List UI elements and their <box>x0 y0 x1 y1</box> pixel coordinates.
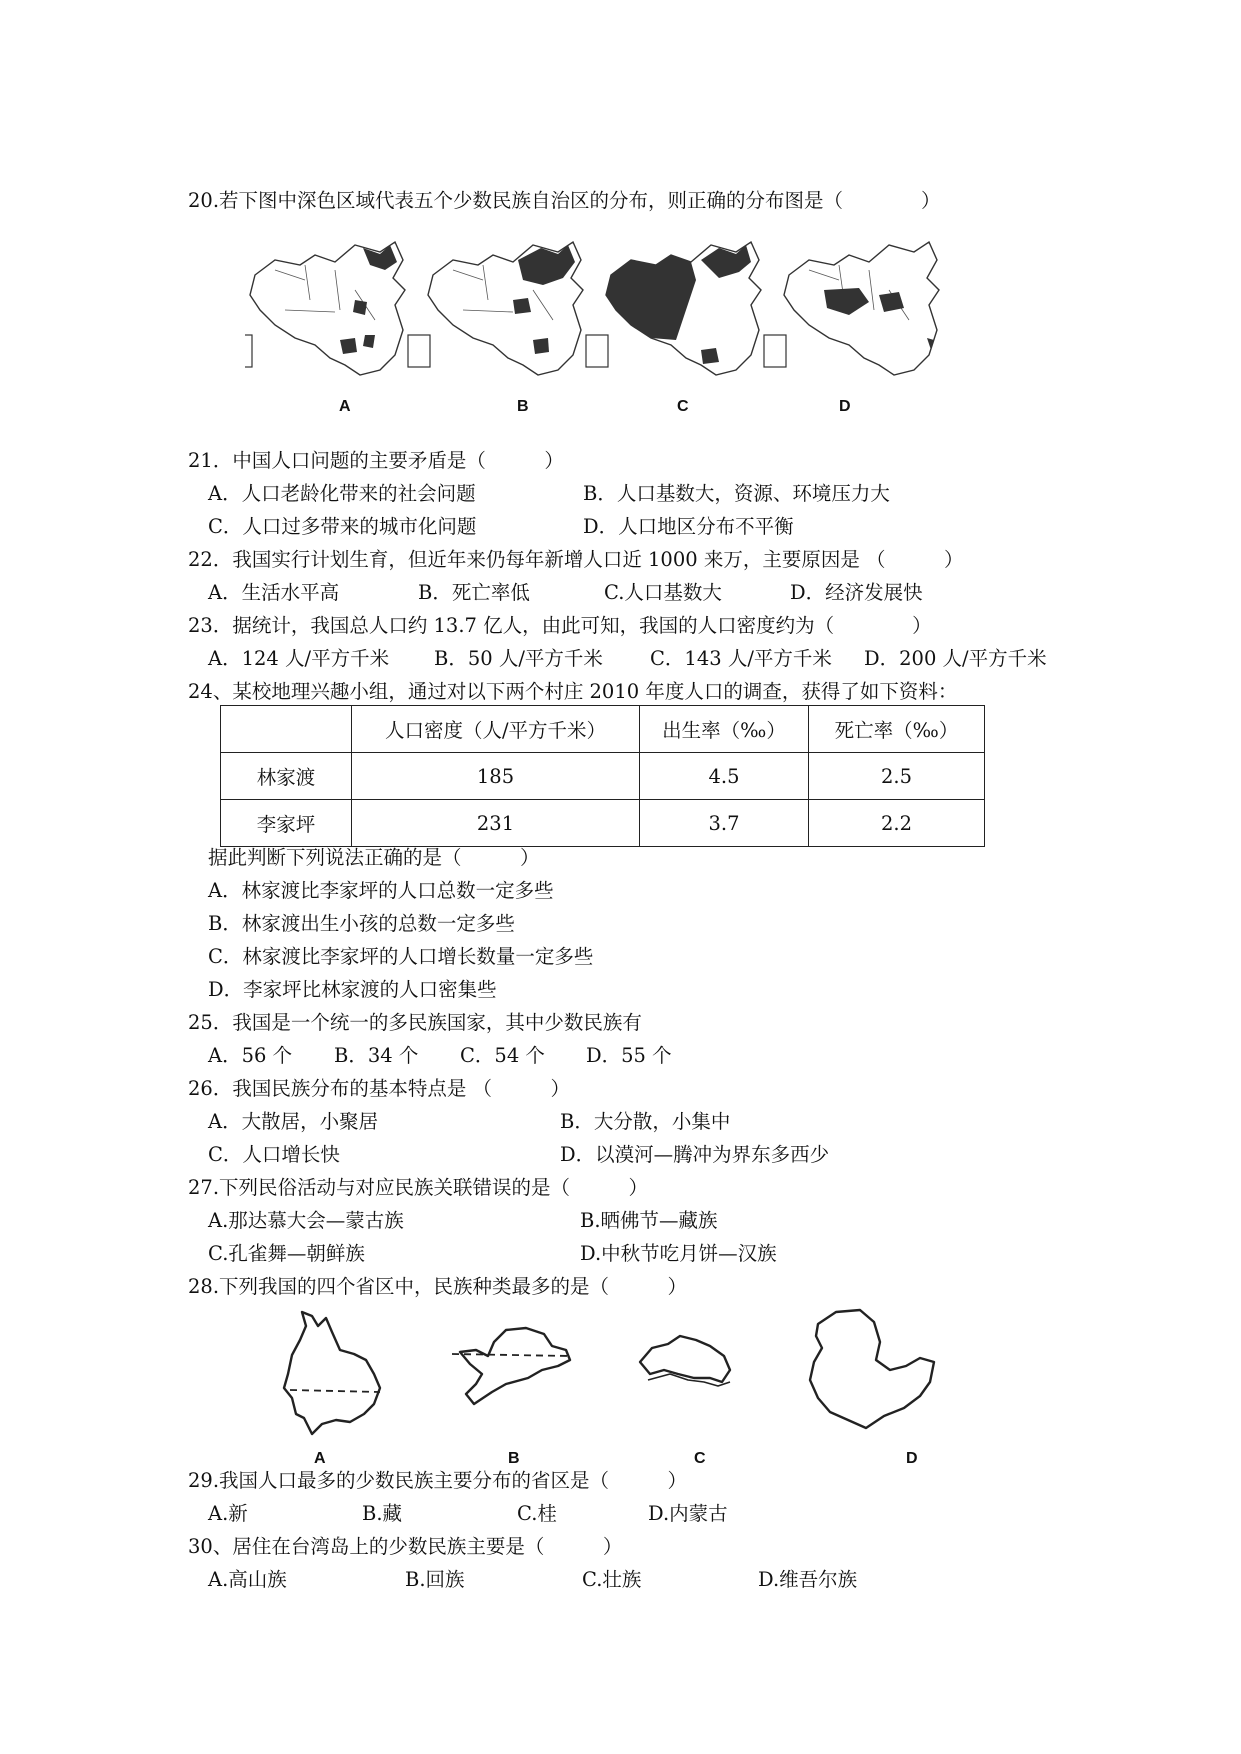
q29-option-a: A.新 <box>208 1502 248 1525</box>
q24-option-b: B．林家渡出生小孩的总数一定多些 <box>208 912 515 935</box>
q26-option-a: A．大散居，小聚居 <box>208 1110 379 1133</box>
q25-stem: 25．我国是一个统一的多民族国家，其中少数民族有 <box>188 1011 642 1034</box>
q29-stem: 29.我国人口最多的少数民族主要分布的省区是（ ） <box>188 1469 688 1492</box>
q29-option-b: B.藏 <box>362 1502 403 1525</box>
q21-option-d: D．人口地区分布不平衡 <box>583 515 794 538</box>
q26-stem: 26．我国民族分布的基本特点是 （ ） <box>188 1077 571 1100</box>
table-cell: 231 <box>352 800 640 847</box>
q21-stem: 21．中国人口问题的主要矛盾是（ ） <box>188 449 564 472</box>
q21-option-b: B．人口基数大，资源、环境压力大 <box>583 482 890 505</box>
q27-option-d: D.中秋节吃月饼—汉族 <box>580 1242 777 1265</box>
province-shape-c <box>640 1336 730 1382</box>
q28-province-shapes <box>270 1300 990 1475</box>
q24-stem: 24、某校地理兴趣小组，通过对以下两个村庄 2010 年度人口的调查，获得了如下资料： <box>188 680 958 703</box>
map-label-a: A <box>339 398 351 415</box>
q24-prompt: 据此判断下列说法正确的是（ ） <box>208 846 540 869</box>
map-d <box>764 242 939 375</box>
shape-label-a: A <box>314 1450 326 1467</box>
q22-option-c: C.人口基数大 <box>604 581 722 604</box>
table-header-cell: 人口密度（人/平方千米） <box>352 706 640 753</box>
q20-stem: 20.若下图中深色区域代表五个少数民族自治区的分布，则正确的分布图是（ ） <box>188 189 941 212</box>
q25-option-a: A．56 个 <box>208 1044 293 1067</box>
table-cell: 林家渡 <box>221 753 352 800</box>
table-row <box>221 753 985 800</box>
q26-option-c: C．人口增长快 <box>208 1143 340 1166</box>
map-a <box>245 242 405 375</box>
q22-stem: 22．我国实行计划生育，但近年来仍每年新增人口近 1000 来万，主要原因是 （ ） <box>188 548 964 571</box>
table-cell: 185 <box>352 753 640 800</box>
table-row <box>221 800 985 847</box>
province-shape-b <box>460 1328 570 1404</box>
q26-option-d: D．以漠河—腾冲为界东多西少 <box>560 1143 830 1166</box>
shape-label-b: B <box>508 1450 520 1467</box>
map-label-b: B <box>517 398 529 415</box>
q28-stem: 28.下列我国的四个省区中，民族种类最多的是（ ） <box>188 1275 688 1298</box>
q23-stem: 23．据统计，我国总人口约 13.7 亿人，由此可知，我国的人口密度约为（ ） <box>188 614 932 637</box>
q30-option-a: A.高山族 <box>208 1568 287 1591</box>
q30-option-c: C.壮族 <box>582 1568 642 1591</box>
q24-option-c: C．林家渡比李家坪的人口增长数量一定多些 <box>208 945 594 968</box>
q22-option-b: B．死亡率低 <box>418 581 530 604</box>
map-c <box>586 242 761 375</box>
q21-option-c: C．人口过多带来的城市化问题 <box>208 515 477 538</box>
q23-option-a: A．124 人/平方千米 <box>208 647 390 670</box>
province-shape-d <box>810 1310 934 1428</box>
q23-option-d: D．200 人/平方千米 <box>864 647 1047 670</box>
shape-label-c: C <box>694 1450 706 1467</box>
table-header-row <box>221 706 985 753</box>
q24-survey-table <box>220 705 985 847</box>
q30-option-b: B.回族 <box>405 1568 465 1591</box>
q22-option-a: A．生活水平高 <box>208 581 340 604</box>
shape-label-d: D <box>906 1450 918 1467</box>
china-maps-illustration <box>245 230 955 420</box>
table-header-cell: 出生率（‰） <box>640 706 809 753</box>
province-shape-a <box>284 1312 380 1434</box>
q30-option-d: D.维吾尔族 <box>758 1568 858 1591</box>
q30-stem: 30、居住在台湾岛上的少数民族主要是（ ） <box>188 1535 623 1558</box>
table-cell: 李家坪 <box>221 800 352 847</box>
q27-option-b: B.晒佛节—藏族 <box>580 1209 718 1232</box>
q25-option-b: B．34 个 <box>334 1044 419 1067</box>
table-cell: 4.5 <box>640 753 809 800</box>
q25-option-c: C．54 个 <box>460 1044 545 1067</box>
table-cell: 3.7 <box>640 800 809 847</box>
map-label-d: D <box>839 398 851 415</box>
table-cell: 2.5 <box>809 753 985 800</box>
q21-option-a: A．人口老龄化带来的社会问题 <box>208 482 476 505</box>
q26-option-b: B．大分散，小集中 <box>560 1110 731 1133</box>
q29-option-c: C.桂 <box>517 1502 557 1525</box>
q25-option-d: D．55 个 <box>586 1044 672 1067</box>
table-header-cell <box>221 706 352 753</box>
q29-option-d: D.内蒙古 <box>648 1502 728 1525</box>
province-outlines-illustration <box>270 1300 990 1475</box>
q23-option-c: C．143 人/平方千米 <box>650 647 832 670</box>
q24-option-a: A．林家渡比李家坪的人口总数一定多些 <box>208 879 554 902</box>
q27-stem: 27.下列民俗活动与对应民族关联错误的是（ ） <box>188 1176 649 1199</box>
q24-option-d: D．李家坪比林家渡的人口密集些 <box>208 978 497 1001</box>
q27-option-a: A.那达慕大会—蒙古族 <box>208 1209 404 1232</box>
q27-option-c: C.孔雀舞—朝鲜族 <box>208 1242 365 1265</box>
map-b <box>408 242 583 375</box>
table-header-cell: 死亡率（‰） <box>809 706 985 753</box>
q23-option-b: B．50 人/平方千米 <box>434 647 603 670</box>
table-cell: 2.2 <box>809 800 985 847</box>
q20-map-figure <box>245 230 955 420</box>
map-label-c: C <box>677 398 689 415</box>
q22-option-d: D．经济发展快 <box>790 581 923 604</box>
